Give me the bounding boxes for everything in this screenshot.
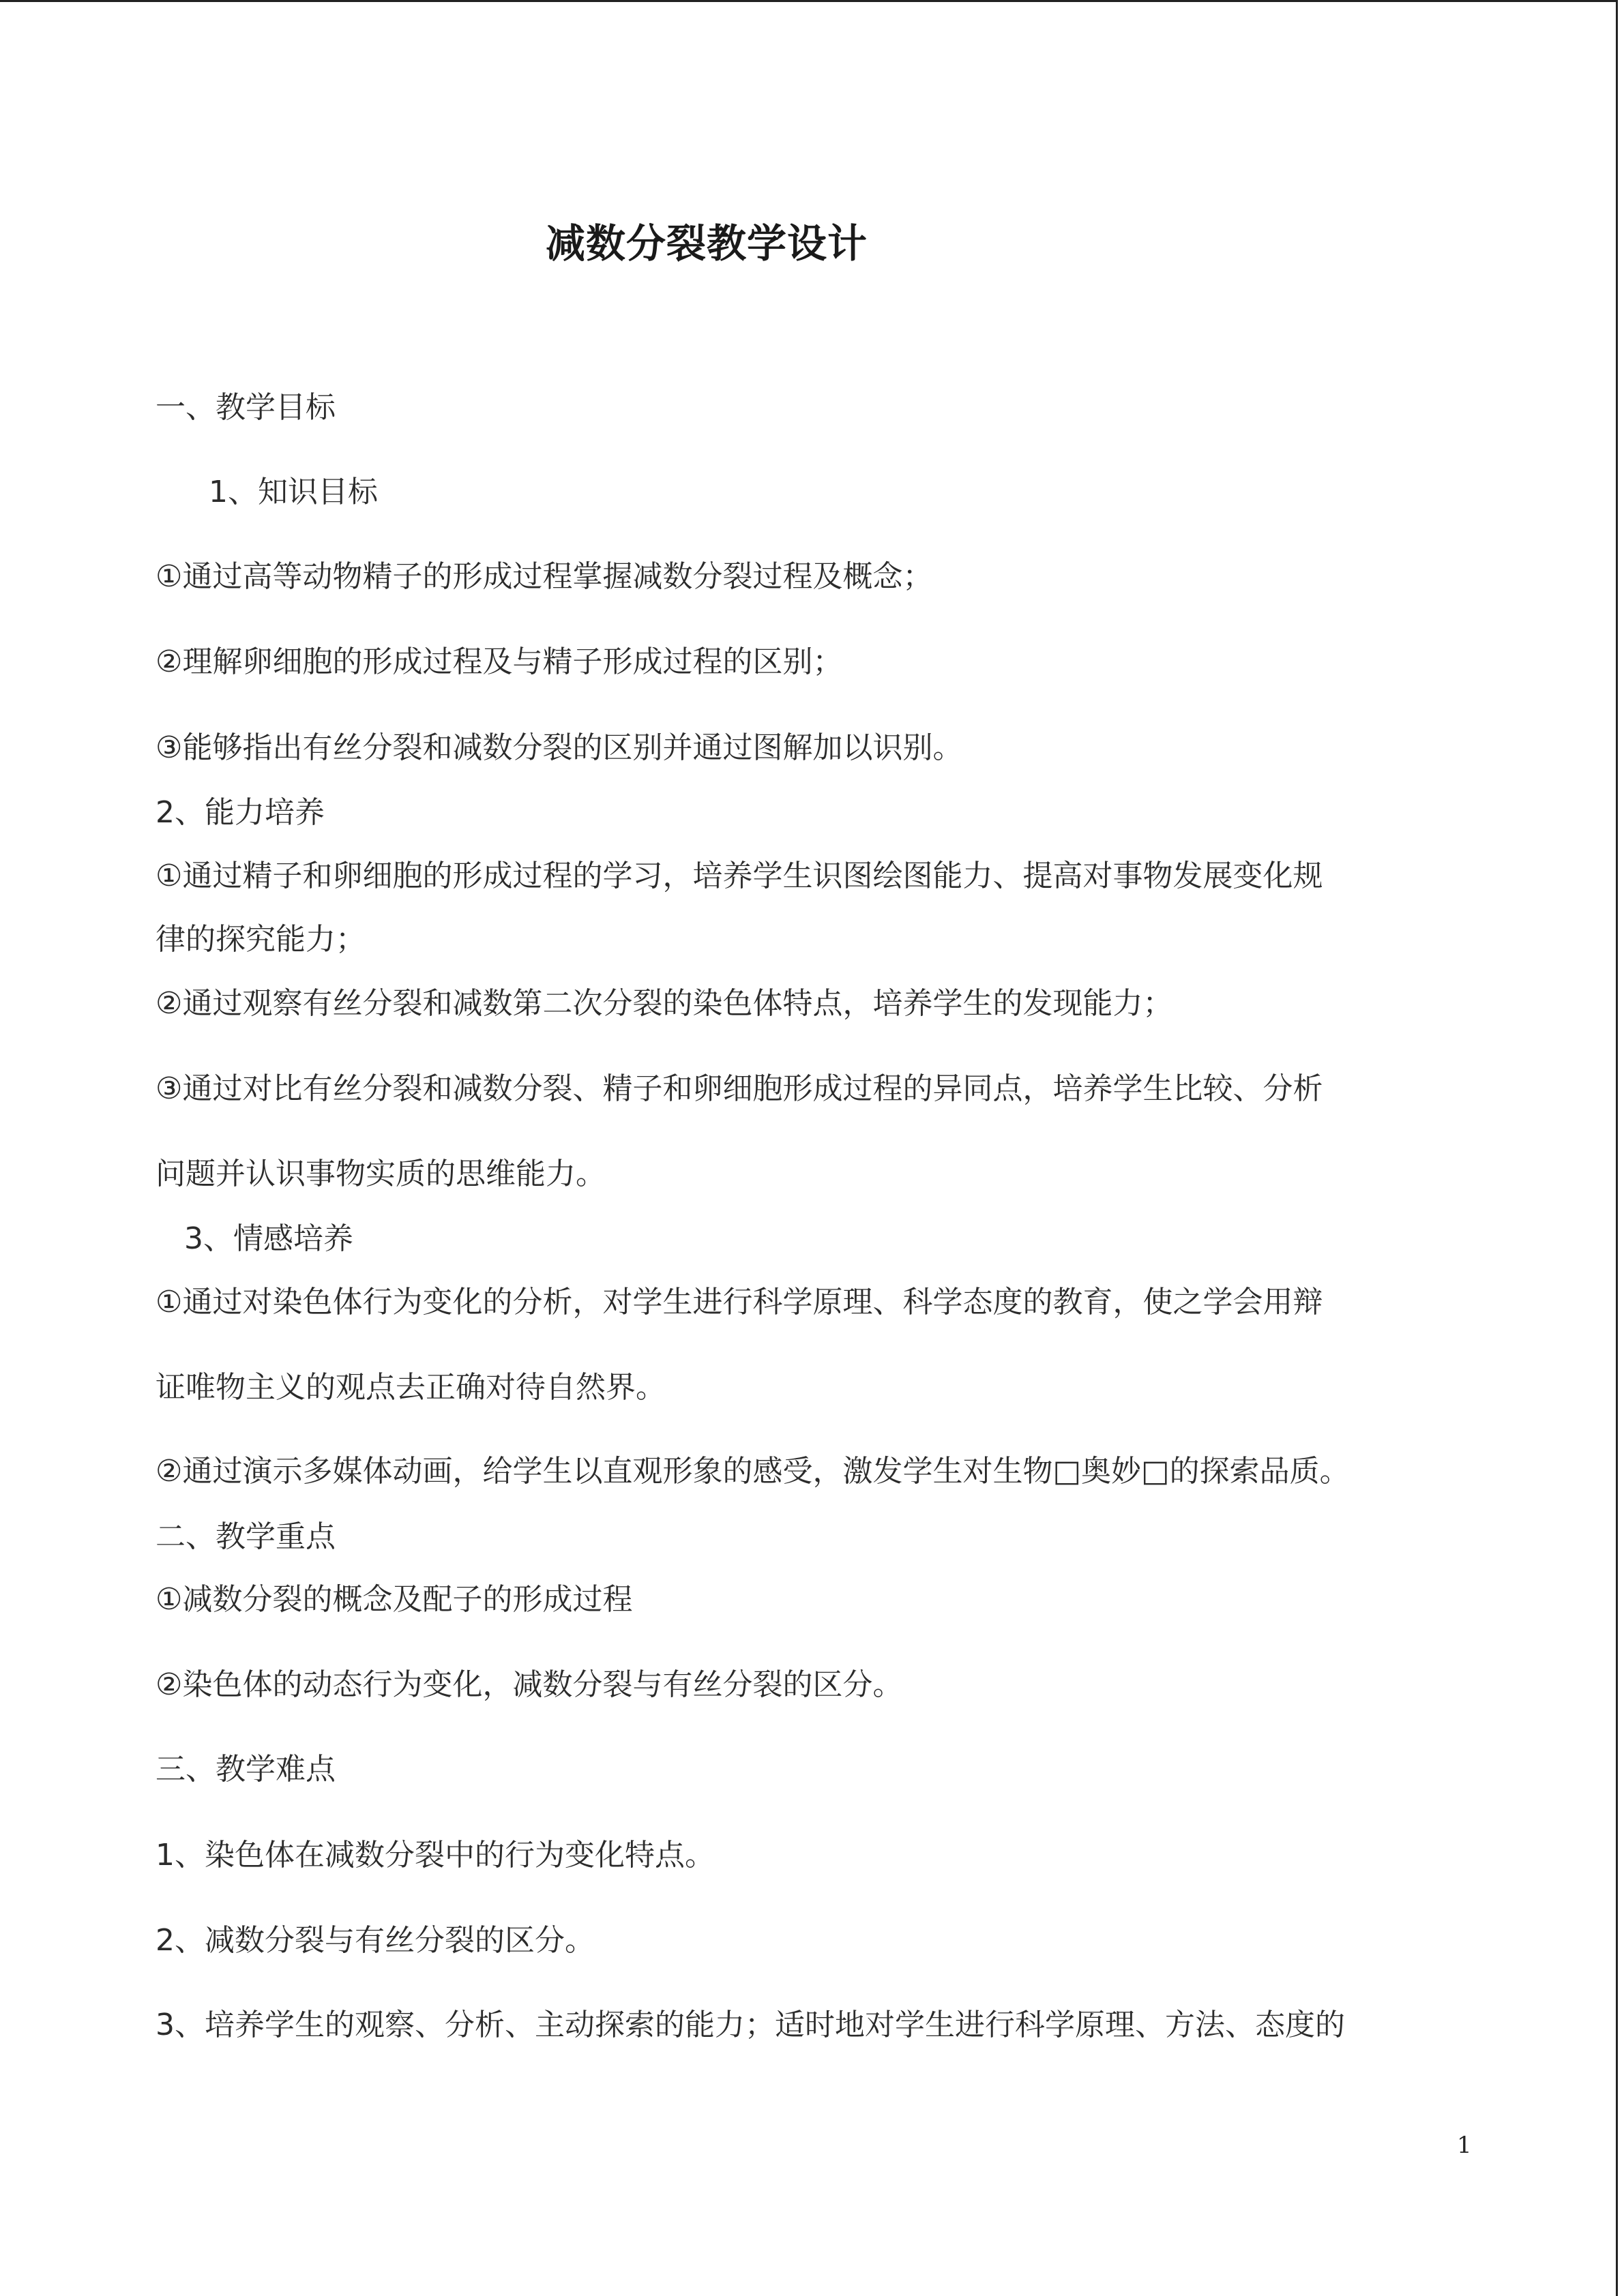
difficulty-item-2: 2、减数分裂与有丝分裂的区分。 [156, 1923, 595, 1958]
page-number: 1 [1457, 2132, 1472, 2159]
ability-goal-3-line-2: 问题并认识事物实质的思维能力。 [156, 1157, 606, 1191]
subheading-emotional-training: 3、情感培养 [184, 1221, 353, 1256]
emotional-goal-1-line-2: 证唯物主义的观点去正确对待自然界。 [156, 1370, 666, 1405]
document-title: 减数分裂教学设计 [546, 220, 868, 267]
knowledge-goal-3: ③能够指出有丝分裂和减数分裂的区别并通过图解加以识别。 [156, 730, 963, 765]
focus-item-1: ①减数分裂的概念及配子的形成过程 [156, 1582, 633, 1617]
knowledge-goal-1: ①通过高等动物精子的形成过程掌握减数分裂过程及概念； [156, 559, 933, 594]
ability-goal-3-line-1: ③通过对比有丝分裂和减数分裂、精子和卵细胞形成过程的异同点，培养学生比较、分析 [156, 1071, 1323, 1106]
difficulty-item-3: 3、培养学生的观察、分析、主动探索的能力；适时地对学生进行科学原理、方法、态度的 [156, 2008, 1345, 2042]
section-heading-teaching-focus: 二、教学重点 [156, 1519, 336, 1554]
difficulty-item-1: 1、染色体在减数分裂中的行为变化特点。 [156, 1838, 715, 1873]
section-heading-teaching-difficulty: 三、教学难点 [156, 1752, 336, 1787]
section-heading-teaching-goals: 一、教学目标 [156, 390, 336, 425]
subheading-ability-training: 2、能力培养 [156, 795, 325, 830]
knowledge-goal-2: ②理解卵细胞的形成过程及与精子形成过程的区别； [156, 644, 843, 679]
focus-item-2: ②染色体的动态行为变化，减数分裂与有丝分裂的区分。 [156, 1667, 903, 1702]
ability-goal-1-line-2: 律的探究能力； [156, 922, 366, 957]
ability-goal-2: ②通过观察有丝分裂和减数第二次分裂的染色体特点，培养学生的发现能力； [156, 986, 1173, 1021]
emotional-goal-2: ②通过演示多媒体动画，给学生以直观形象的感受，激发学生对生物□奥妙□的探索品质。 [156, 1454, 1350, 1489]
ability-goal-1-line-1: ①通过精子和卵细胞的形成过程的学习，培养学生识图绘图能力、提高对事物发展变化规 [156, 859, 1323, 893]
subheading-knowledge-goals: 1、知识目标 [209, 475, 378, 509]
emotional-goal-1-line-1: ①通过对染色体行为变化的分析，对学生进行科学原理、科学态度的教育，使之学会用辩 [156, 1285, 1323, 1320]
